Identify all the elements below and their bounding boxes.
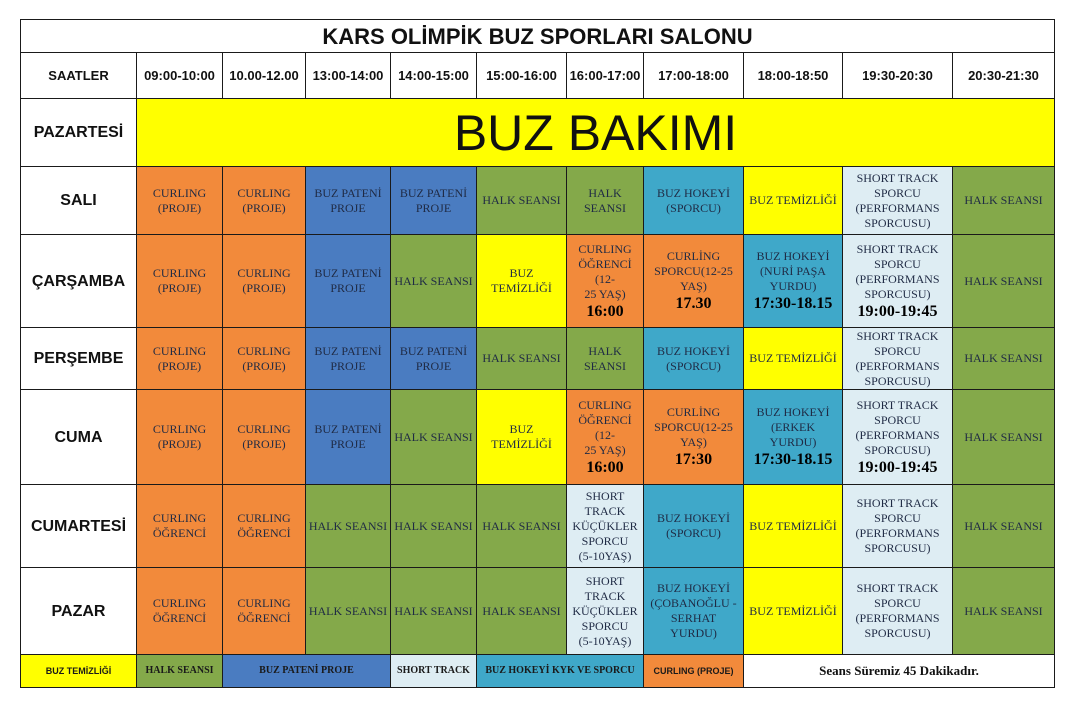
session-text: CURLING: [152, 511, 207, 525]
session-text: BUZ PATENİ: [314, 422, 382, 436]
day-row-sunday: [21, 568, 1055, 655]
session-text: BUZ PATENİ: [314, 343, 382, 358]
session-cell: [644, 235, 744, 328]
time-slot-header: 09:00-10:00: [137, 53, 223, 99]
session-text: ÖĞRENCİ (12-: [578, 256, 632, 286]
session-cell: [953, 568, 1055, 655]
session-cell: [744, 328, 843, 390]
session-text: SPORCUSU): [864, 442, 931, 457]
session-text: SPORCUSU): [864, 215, 931, 230]
session-text: (PROJE): [242, 437, 286, 451]
legend-row: [21, 655, 1055, 688]
session-text: HALK SEANSI: [482, 351, 561, 365]
session-text: SPORCU: [581, 618, 629, 633]
session-text: BUZ TEMİZLİĞİ: [749, 518, 837, 533]
session-text: PROJE: [415, 200, 452, 215]
session-text: (PERFORMANS: [855, 427, 940, 442]
day-label: PAZAR: [21, 568, 137, 655]
session-text: (PROJE): [157, 358, 202, 373]
session-text: YAŞ): [680, 279, 707, 293]
session-text: TRACK: [584, 503, 626, 518]
session-cell: [137, 390, 223, 485]
day-label: PAZARTESİ: [21, 99, 137, 167]
session-cell: [644, 485, 744, 568]
day-label: ÇARŞAMBA: [21, 235, 137, 328]
session-text: BUZ: [509, 422, 534, 436]
session-text: CURLING: [578, 241, 632, 256]
session-text: SPORCU: [874, 256, 921, 271]
session-text: (PROJE): [242, 358, 286, 373]
session-text: CURLING: [237, 185, 291, 200]
session-cell: [567, 167, 644, 235]
schedule-table: [20, 19, 1055, 688]
time-slot-header: 14:00-15:00: [391, 53, 477, 99]
session-text: ÖĞRENCİ: [152, 526, 207, 540]
session-cell: [306, 235, 391, 328]
session-text: PROJE: [330, 281, 366, 295]
session-text: SPORCUSU): [864, 373, 931, 388]
session-cell: [843, 235, 953, 328]
session-cell: [137, 568, 223, 655]
time-slot-header: 10.00-12.00: [223, 53, 306, 99]
time-slot-header: 16:00-17:00: [567, 53, 644, 99]
session-text: CURLING: [578, 397, 632, 412]
session-text: BUZ TEMİZLİĞİ: [749, 603, 837, 618]
session-cell: [567, 568, 644, 655]
session-text: SPORCUSU): [864, 541, 931, 555]
session-cell: [223, 328, 306, 390]
session-text: SHORT TRACK: [856, 241, 939, 256]
session-text: CURLİNG: [666, 249, 721, 263]
session-cell: [567, 390, 644, 485]
session-text: SHORT TRACK: [856, 496, 939, 510]
session-cell: [567, 235, 644, 328]
session-text: BUZ HOKEYİ: [657, 185, 730, 200]
legend-item: CURLING (PROJE): [644, 655, 744, 688]
session-text: (SPORCU): [666, 200, 721, 215]
session-text: YURDU): [670, 626, 717, 640]
session-text: HALK SEANSI: [964, 273, 1043, 288]
session-duration-note: Seans Süremiz 45 Dakikadır.: [744, 655, 1055, 688]
session-cell: [223, 568, 306, 655]
session-text: CURLING: [152, 343, 207, 358]
session-text: SPORCU: [874, 412, 921, 427]
day-row-monday: [21, 99, 1055, 167]
session-text: (PROJE): [242, 281, 286, 295]
session-text: YAŞ): [680, 435, 707, 449]
session-text: SPORCUSU): [864, 626, 931, 640]
session-cell: [477, 328, 567, 390]
session-text: BUZ HOKEYİ: [756, 405, 830, 419]
session-text: CURLİNG: [666, 405, 721, 419]
day-row-saturday: [21, 485, 1055, 568]
session-cell: [477, 568, 567, 655]
session-cell: [744, 235, 843, 328]
session-text: HALK SEANSI: [964, 518, 1043, 533]
session-text: SHORT: [585, 573, 625, 588]
session-cell: [391, 485, 477, 568]
day-label: CUMARTESİ: [21, 485, 137, 568]
header-row: [21, 53, 1055, 99]
session-cell: [391, 568, 477, 655]
session-cell: [953, 390, 1055, 485]
session-text: 25 YAŞ): [584, 286, 626, 301]
session-text: SPORCU: [581, 533, 629, 548]
session-text: BUZ HOKEYİ: [756, 249, 830, 263]
session-cell: [567, 485, 644, 568]
session-cell: [306, 328, 391, 390]
session-text: CURLING: [237, 266, 291, 280]
session-time: 16:00: [586, 458, 624, 476]
session-text: (PERFORMANS: [855, 271, 940, 286]
session-text: BUZ HOKEYİ: [657, 511, 730, 525]
session-cell: [953, 328, 1055, 390]
session-text: (PERFORMANS: [855, 611, 940, 625]
session-text: (PERFORMANS: [855, 358, 940, 373]
session-text: HALK SEANSI: [482, 603, 561, 618]
session-text: YURDU): [769, 435, 817, 449]
session-text: PROJE: [330, 358, 366, 373]
session-cell: [843, 568, 953, 655]
session-text: SPORCU: [874, 185, 921, 200]
session-text: CURLING: [237, 422, 291, 436]
day-label: SALI: [21, 167, 137, 235]
session-cell: [391, 328, 477, 390]
session-text: (ERKEK: [771, 420, 815, 434]
hours-label: SAATLER: [21, 53, 137, 99]
session-text: BUZ PATENİ: [399, 343, 468, 358]
session-text: PROJE: [330, 200, 366, 215]
session-text: TEMİZLİĞİ: [491, 437, 552, 451]
session-cell: [137, 485, 223, 568]
session-text: HALK SEANSI: [964, 193, 1043, 207]
session-cell: [391, 235, 477, 328]
legend-item: BUZ TEMİZLİĞİ: [21, 655, 137, 688]
session-text: BUZ HOKEYİ: [657, 343, 730, 358]
time-slot-header: 20:30-21:30: [953, 53, 1055, 99]
day-label: PERŞEMBE: [21, 328, 137, 390]
session-text: CURLING: [152, 266, 207, 280]
session-time: 19:00-19:45: [857, 458, 938, 476]
session-cell: [644, 390, 744, 485]
session-text: HALK SEANSI: [482, 193, 561, 207]
session-cell: [644, 328, 744, 390]
session-text: TRACK: [584, 588, 626, 603]
session-text: SERHAT: [670, 611, 717, 625]
legend-item: SHORT TRACK: [391, 655, 477, 688]
session-time: 17:30-18.15: [753, 451, 833, 468]
session-cell: [477, 485, 567, 568]
session-text: KÜÇÜKLER: [572, 603, 638, 618]
session-cell: [477, 390, 567, 485]
session-cell: [306, 167, 391, 235]
session-cell: [644, 167, 744, 235]
session-text: SHORT TRACK: [856, 170, 939, 185]
session-cell: [744, 167, 843, 235]
session-text: ÖĞRENCİ: [152, 611, 207, 625]
session-text: ÖĞRENCİ: [237, 526, 291, 540]
session-text: (PERFORMANS: [855, 200, 940, 215]
session-text: SHORT: [585, 488, 625, 503]
session-text: PROJE: [330, 437, 366, 451]
session-text: SPORCU: [874, 596, 921, 610]
session-text: (5-10YAŞ): [578, 633, 632, 648]
session-text: SPORCU: [874, 343, 921, 358]
session-text: SPORCUSU): [864, 286, 931, 301]
legend-item: BUZ PATENİ PROJE: [223, 655, 391, 688]
session-cell: [477, 235, 567, 328]
session-cell: [223, 390, 306, 485]
session-time: 19:00-19:45: [857, 302, 938, 320]
session-text: (PROJE): [157, 200, 202, 215]
time-slot-header: 19:30-20:30: [843, 53, 953, 99]
time-slot-header: 18:00-18:50: [744, 53, 843, 99]
session-time: 16:00: [586, 302, 624, 320]
session-text: SPORCU: [874, 511, 921, 525]
session-cell: [306, 568, 391, 655]
session-text: HALK: [588, 185, 622, 200]
session-text: SHORT TRACK: [856, 581, 939, 595]
session-text: (SPORCU): [666, 526, 721, 540]
session-text: ÖĞRENCİ (12-: [578, 412, 632, 442]
session-text: YURDU): [769, 279, 817, 293]
session-text: HALK SEANSI: [394, 518, 473, 533]
day-row-tuesday: [21, 167, 1055, 235]
session-text: HALK SEANSI: [394, 429, 473, 444]
session-text: BUZ HOKEYİ: [657, 581, 730, 595]
legend-item: BUZ HOKEYİ KYK VE SPORCU: [477, 655, 644, 688]
legend-item: HALK SEANSI: [137, 655, 223, 688]
session-cell: [137, 167, 223, 235]
session-cell: [843, 390, 953, 485]
session-text: BUZ TEMİZLİĞİ: [749, 351, 837, 365]
title-row: [21, 20, 1055, 53]
session-text: SPORCU(12-25: [654, 420, 733, 434]
session-cell: [953, 485, 1055, 568]
ice-maintenance-banner: BUZ BAKIMI: [137, 99, 1055, 167]
session-cell: [306, 390, 391, 485]
session-text: (PROJE): [157, 437, 202, 451]
session-text: SEANSI: [583, 358, 626, 373]
session-text: TEMİZLİĞİ: [491, 281, 552, 295]
session-text: 25 YAŞ): [584, 442, 626, 457]
session-text: CURLING: [152, 185, 207, 200]
session-text: HALK SEANSI: [964, 351, 1043, 365]
session-cell: [391, 167, 477, 235]
session-cell: [953, 235, 1055, 328]
session-cell: [744, 568, 843, 655]
session-cell: [477, 167, 567, 235]
session-text: HALK SEANSI: [964, 429, 1043, 444]
session-cell: [744, 390, 843, 485]
session-cell: [843, 167, 953, 235]
session-text: BUZ PATENİ: [399, 185, 468, 200]
session-time: 17.30: [675, 295, 712, 312]
session-cell: [567, 328, 644, 390]
session-text: (PROJE): [157, 281, 202, 295]
session-text: BUZ PATENİ: [314, 266, 382, 280]
page-title: KARS OLİMPİK BUZ SPORLARI SALONU: [21, 20, 1055, 53]
session-cell: [391, 390, 477, 485]
session-text: CURLING: [152, 422, 207, 436]
session-text: HALK SEANSI: [394, 603, 473, 618]
session-cell: [953, 167, 1055, 235]
session-text: HALK SEANSI: [308, 603, 388, 618]
day-row-thursday: [21, 328, 1055, 390]
day-row-wednesday: [21, 235, 1055, 328]
session-text: CURLING: [237, 343, 291, 358]
session-text: (PERFORMANS: [855, 526, 940, 540]
session-cell: [223, 235, 306, 328]
session-cell: [744, 485, 843, 568]
session-text: HALK SEANSI: [964, 603, 1043, 618]
session-text: HALK: [588, 343, 622, 358]
session-text: SHORT TRACK: [856, 328, 939, 343]
session-cell: [223, 485, 306, 568]
day-row-friday: [21, 390, 1055, 485]
session-cell: [843, 328, 953, 390]
session-text: KÜÇÜKLER: [572, 518, 638, 533]
session-text: (NURİ PAŞA: [760, 264, 826, 278]
session-text: HALK SEANSI: [308, 518, 388, 533]
session-time: 17:30-18.15: [753, 295, 833, 312]
session-text: PROJE: [415, 358, 452, 373]
session-text: (PROJE): [242, 200, 286, 215]
time-slot-header: 13:00-14:00: [306, 53, 391, 99]
session-text: BUZ PATENİ: [314, 185, 382, 200]
session-text: (5-10YAŞ): [578, 548, 632, 563]
session-text: HALK SEANSI: [482, 518, 561, 533]
session-cell: [306, 485, 391, 568]
session-text: (SPORCU): [666, 358, 721, 373]
day-label: CUMA: [21, 390, 137, 485]
session-text: (ÇOBANOĞLU -: [650, 596, 737, 610]
session-text: SPORCU(12-25: [654, 264, 733, 278]
session-text: CURLING: [152, 596, 207, 610]
session-text: CURLING: [237, 511, 291, 525]
time-slot-header: 17:00-18:00: [644, 53, 744, 99]
session-text: SEANSI: [583, 200, 626, 215]
time-slot-header: 15:00-16:00: [477, 53, 567, 99]
session-text: BUZ: [509, 266, 534, 280]
session-cell: [137, 235, 223, 328]
session-text: HALK SEANSI: [394, 273, 473, 288]
session-cell: [137, 328, 223, 390]
session-time: 17:30: [674, 451, 713, 468]
session-cell: [644, 568, 744, 655]
session-text: SHORT TRACK: [856, 397, 939, 412]
session-text: CURLING: [237, 596, 291, 610]
session-text: ÖĞRENCİ: [237, 611, 291, 625]
session-text: BUZ TEMİZLİĞİ: [749, 193, 837, 207]
session-cell: [223, 167, 306, 235]
session-cell: [843, 485, 953, 568]
